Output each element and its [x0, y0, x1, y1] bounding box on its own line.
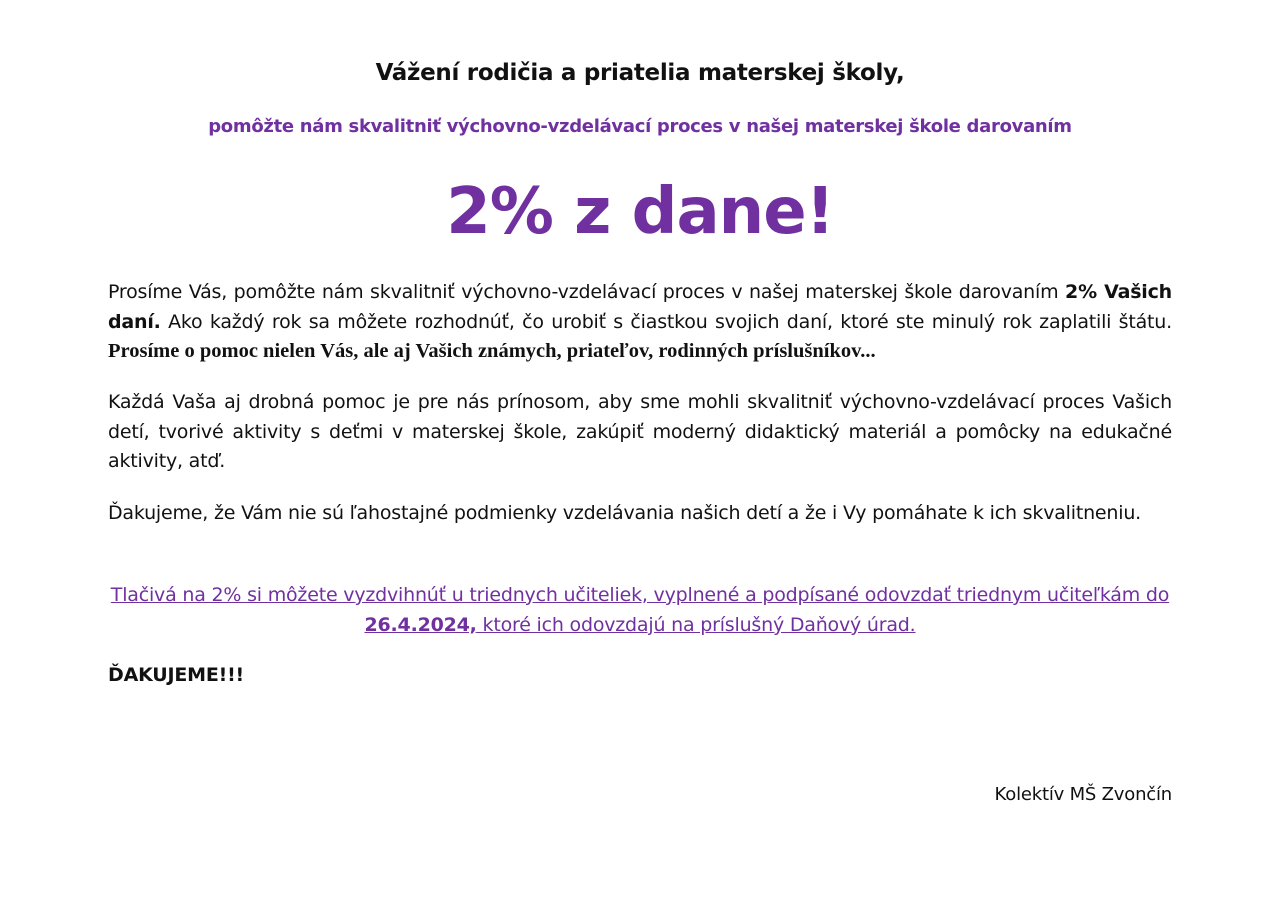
letter-page — [108, 0, 1172, 905]
paragraph-thanks: Ďakujeme, že Vám nie sú ľahostajné podmienky vzdelávania našich detí a že i Vy pomáhate k ich skvalitneniu. — [108, 502, 1142, 524]
paragraph-request-text-a: Prosíme Vás, pomôžte nám skvalitniť výchovno-vzdelávací proces v našej materskej škole darovaním — [108, 281, 1066, 303]
headline-2-percent: 2% z dane! — [446, 175, 834, 249]
forms-notice-link[interactable] — [108, 580, 1172, 640]
forms-notice-text-b: ktoré ich odovzdajú na príslušný Daňový úrad. — [476, 614, 916, 636]
paragraph-request-bold: 2% Vašich daní. — [108, 281, 1173, 333]
greeting-heading: Vážení rodičia a priatelia materskej školy, — [375, 60, 905, 86]
paragraph-benefits: Každá Vaša aj drobná pomoc je pre nás prínosom, aby sme mohli skvalitniť výchovno-vzdelávací proces Vašich detí, tvorivé aktivity s deťmi v materskej škole, zakúpiť moderný didaktický materiál a pomôcky na edukačné aktivity, atď. — [108, 391, 1172, 472]
paragraph-request-text-b: Ako každý rok sa môžete rozhodnúť, čo urobiť s čiastkou svojich daní, ktoré ste minulý rok zaplatili štátu. — [160, 310, 1172, 333]
thanks-closing: ĎAKUJEME!!! — [108, 664, 245, 686]
forms-notice-date: 26.4.2024, — [364, 614, 477, 636]
paragraph-request-appeal: Prosíme o pomoc nielen Vás, ale aj Vašich známych, priateľov, rodinných príslušníkov... — [108, 340, 876, 362]
signature: Kolektív MŠ Zvončín — [994, 784, 1172, 805]
paragraph-request — [108, 278, 1172, 367]
forms-notice-text-a: Tlačivá na 2% si môžete vyzdvihnúť u triednych učiteliek, vyplnené a podpísané odovzdať triednym učiteľkám do — [110, 584, 1170, 606]
subtitle: pomôžte nám skvalitniť výchovno-vzdelávací proces v našej materskej škole darovaním — [208, 116, 1072, 137]
